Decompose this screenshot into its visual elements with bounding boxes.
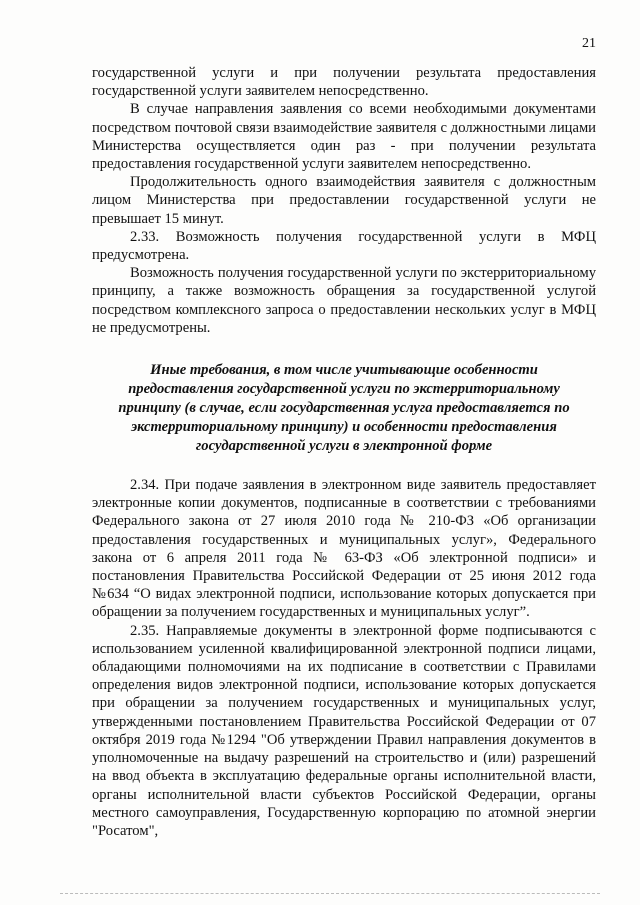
paragraph-extraterritorial: Возможность получения государственной услуги по экстерриториальному принципу, а также возможность обращения за государственной услугой посредством комплексного запроса о предоставлении нескольких услуг в МФЦ не предусмотрены. bbox=[92, 265, 596, 336]
document-body bbox=[92, 64, 596, 840]
section-heading: Иные требования, в том числе учитывающие особенности предоставления государственной услуги по экстерриториальному принципу (в случае, если государственная услуга предоставляется по экстерриториальному принципу) и особенности предоставления государственной услуги в электронной форме bbox=[118, 362, 570, 455]
paragraph-2-35: 2.35. Направляемые документы в электронной форме подписываются с использованием усиленной квалифицированной электронной подписи лицами, обладающими полномочиями на их подписание в соответствии с Правилами определения видов электронной подписи, использование которых допускается при обращении за получением государственных и муниципальных услуг, утвержденными постановлением Правительства Российской Федерации от 07 октября 2019 года №1294 "Об утверждении Правил направления документов в уполномоченные на выдачу разрешений на строительство и (или) разрешений на ввод объекта в эксплуатацию федеральные органы исполнительной власти, органы исполнительной власти субъектов Российской Федерации, органы местного самоуправления, Государственную корпорацию по атомной энергии "Росатом", bbox=[92, 622, 596, 839]
paragraph-2-34: 2.34. При подаче заявления в электронном виде заявитель предоставляет электронные копии документов, подписанные в соответствии с требованиями Федерального закона от 27 июля 2010 года № 210-ФЗ «Об организации предоставления государственных и муниципальных услуг», Федерального закона от 6 апреля 2011 года № 63-ФЗ «Об электронной подписи» и постановления Правительства Российской Федерации от 25 июня 2012 года №634 “О видах электронной подписи, использование которых допускается при обращении за получением государственных и муниципальных услуг”. bbox=[92, 477, 596, 621]
paragraph-2-33: 2.33. Возможность получения государственной услуги в МФЦ предусмотрена. bbox=[92, 228, 596, 264]
page-number: 21 bbox=[582, 36, 596, 51]
paragraph-postal: В случае направления заявления со всеми необходимыми документами посредством почтовой связи взаимодействие заявителя с должностными лицами Министерства осуществляется один раз - при получении результата предоставления государственной услуги заявителем непосредственно. bbox=[92, 101, 596, 173]
paragraph-duration: Продолжительность одного взаимодействия заявителя с должностным лицом Министерства при предоставлении государственной услуги не превышает 15 минут. bbox=[92, 174, 596, 227]
scan-bottom-edge bbox=[60, 893, 600, 896]
paragraph-continuation: государственной услуги и при получении результата предоставления государственной услуги заявителем непосредственно. bbox=[92, 65, 596, 100]
